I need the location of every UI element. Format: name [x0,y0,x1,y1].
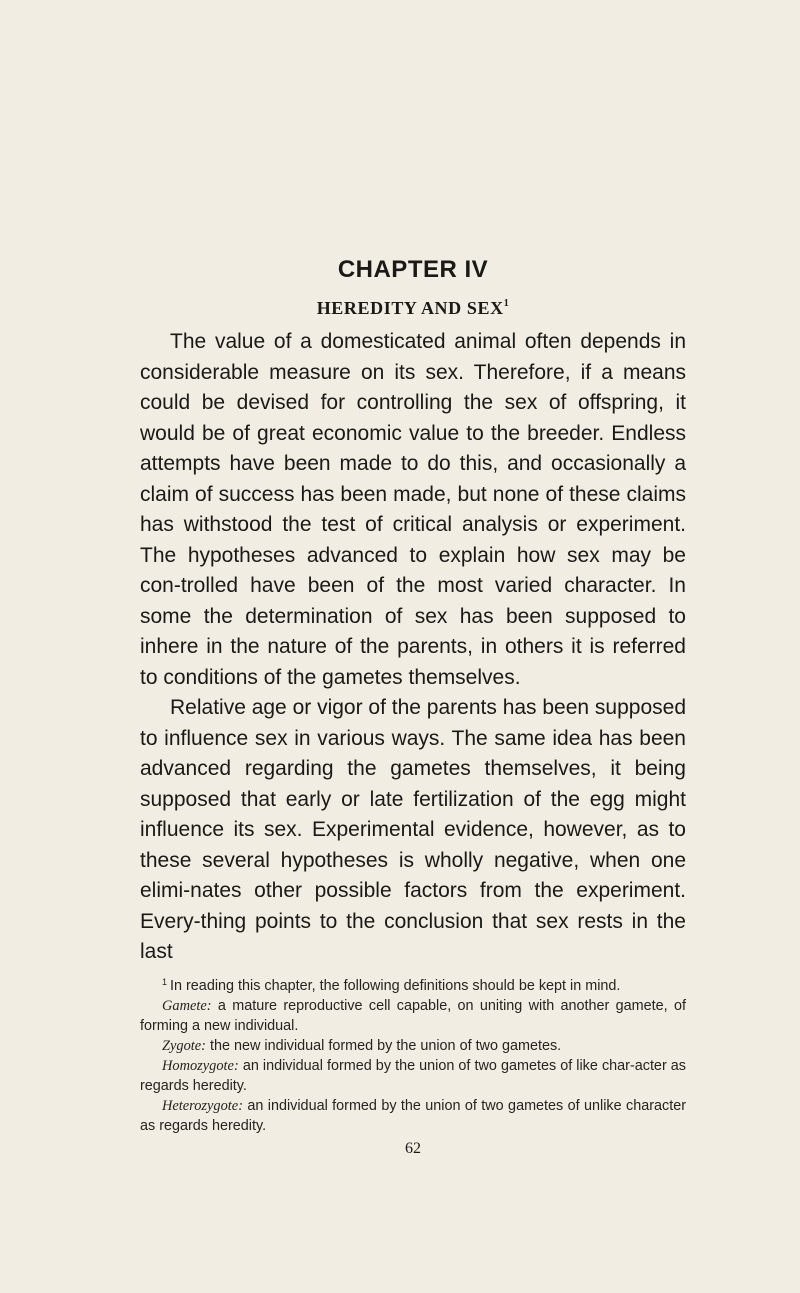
definition-text: a mature reproductive cell capable, on uniting with another gamete, of forming a new individual. [140,997,687,1034]
definition-heterozygote [140,1096,686,1136]
definition-text: the new individual formed by the union of two gametes. [209,1037,562,1054]
definition-term: Gamete: [162,997,212,1014]
page-number: 62 [405,1139,421,1157]
footnote-intro [140,972,686,996]
footnote-block [140,972,686,1136]
book-page [140,255,686,1160]
definition-zygote [140,1036,686,1056]
chapter-subtitle-text: HEREDITY AND SEX [316,298,504,318]
body-paragraph-1: The value of a domesticated animal often depends in considerable measure on its sex. Therefore, if a means could be devised for controlling the sex of offspring, it would be of great economic value to the breeder. Endless attempts have been made to do this, and occasionally a claim of success has been made, but none of these claims has withstood the test of critical analysis or experiment. The hypotheses advanced to explain how sex may be con-trolled have been of the most varied character. In some the determination of sex has been supposed to inhere in the nature of the parents, in others it is referred to conditions of the gametes themselves. [140,330,686,689]
chapter-subtitle [140,291,686,321]
definition-term: Homozygote: [162,1057,239,1074]
definition-text: an individual formed by the union of two gametes of like char-acter as regards heredity. [140,1057,686,1094]
definition-term: Zygote: [162,1037,206,1054]
definition-homozygote [140,1056,686,1096]
definition-gamete [140,996,686,1036]
footnote-intro-text: In reading this chapter, the following definitions should be kept in mind. [170,977,621,994]
footnote-reference: 1 [503,298,510,309]
body-paragraph-2: Relative age or vigor of the parents has been supposed to influence sex in various ways. The same idea has been advanced regarding the gametes themselves, it being supposed that early or late fertilization of the egg might influence its sex. Experimental evidence, however, as to these several hypotheses is wholly negative, when one elimi-nates other possible factors from the experiment. Every-thing points to the conclusion that sex rests in the last [140,696,687,963]
chapter-title: CHAPTER IV [337,256,489,283]
definition-text: an individual formed by the union of two gametes of unlike character as regards heredity. [140,1097,686,1134]
footnote-mark: 1 [162,976,168,987]
definition-term: Heterozygote: [162,1097,243,1114]
